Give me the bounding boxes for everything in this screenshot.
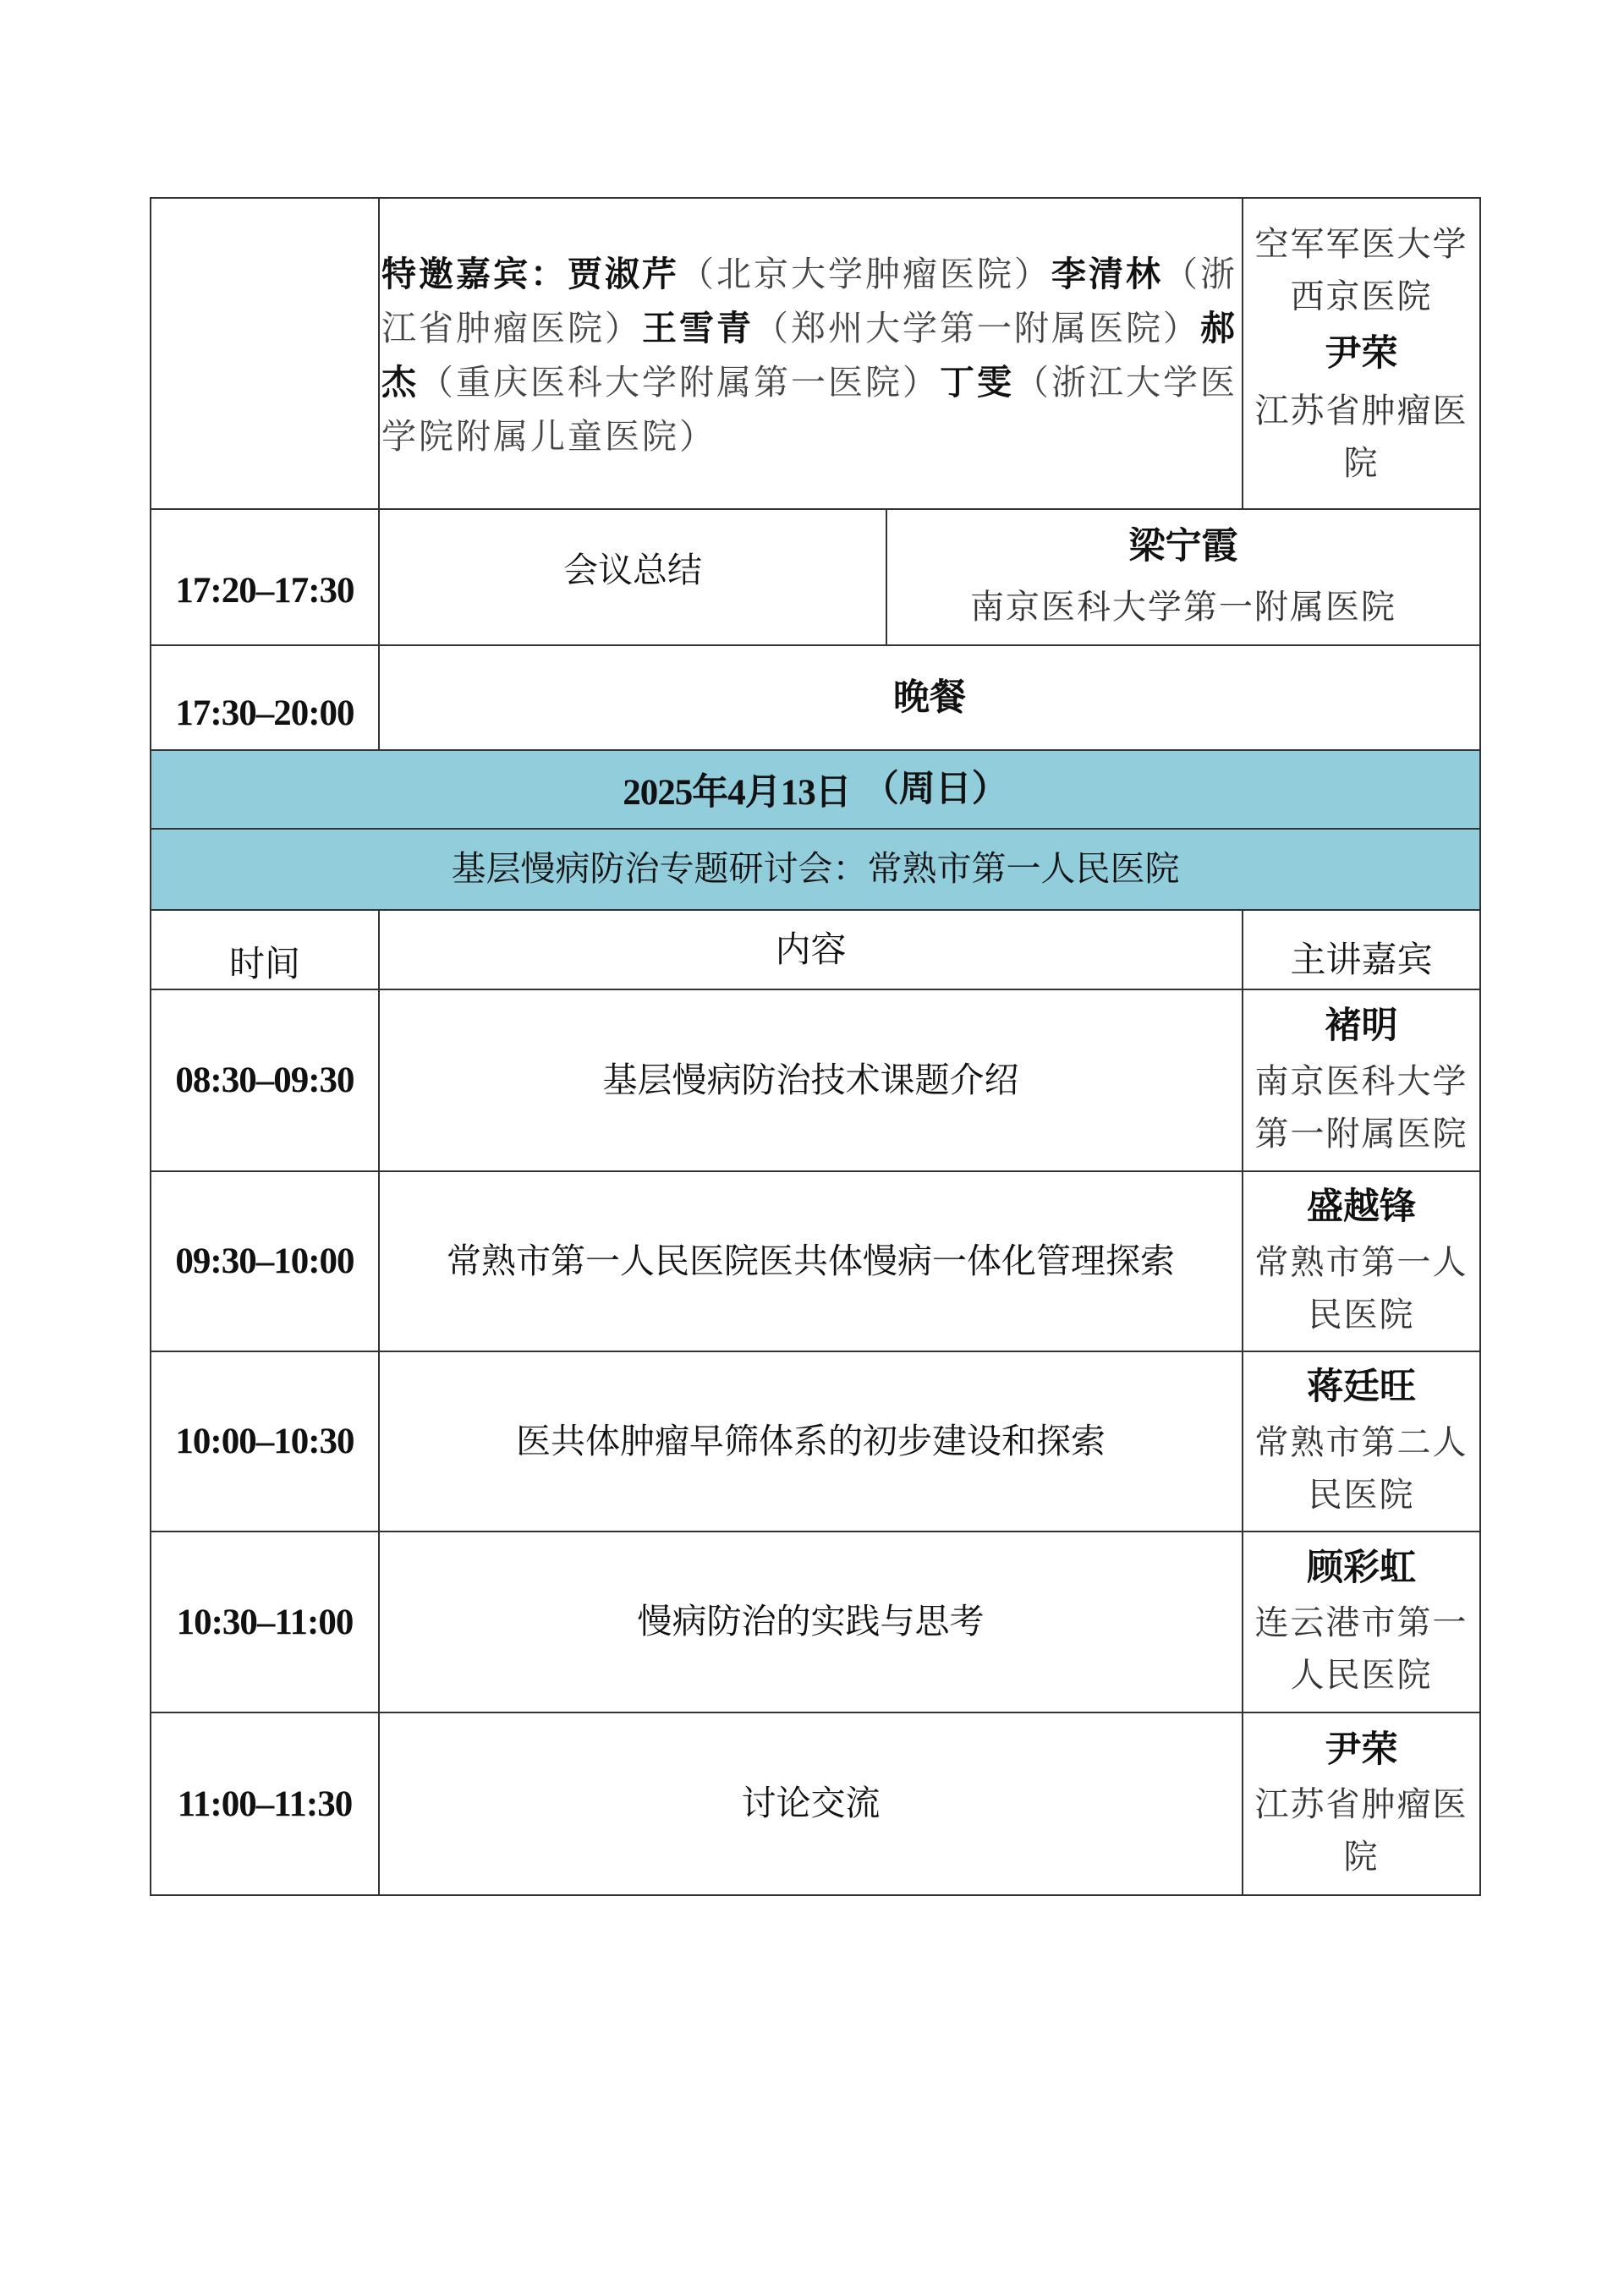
guest-affiliation: 浙江大学医学院附属儿童医院: [381, 362, 1237, 457]
guest-affiliation: 郑州大学第一附属医院: [791, 308, 1163, 348]
speaker-name: 顾彩虹: [1307, 1546, 1416, 1589]
guest-name: 丁雯: [940, 362, 1014, 403]
speaker-org-line: 民医院: [1308, 1475, 1415, 1515]
session-topic: 慢病防治的实践与思考: [637, 1601, 985, 1642]
speaker-org-line: 连云港市第一: [1254, 1603, 1468, 1643]
speaker-org-line: 南京医科大学: [1254, 1061, 1468, 1101]
session-topic: 医共体肿瘤早筛体系的初步建设和探索: [516, 1420, 1106, 1461]
session-time: 10:30–11:00: [176, 1602, 354, 1642]
column-header-content: 内容: [775, 929, 847, 970]
speaker-org-line: 常熟市第二人: [1254, 1422, 1468, 1462]
chair-org-line: 江苏省肿瘤医: [1254, 391, 1468, 430]
guest-affiliation: 北京大学肿瘤医院: [716, 254, 1014, 294]
session-topic: 基层慢病防治技术课题介绍: [602, 1059, 1019, 1100]
speaker-name: 褚明: [1325, 1005, 1398, 1048]
summary-speaker-org: 南京医科大学第一附属医院: [970, 587, 1396, 627]
guests-label: 特邀嘉宾：: [381, 254, 568, 294]
speaker-org-line: 人民医院: [1290, 1656, 1433, 1696]
speaker-org-line: 院: [1343, 1838, 1380, 1877]
session-speaker-cell: [1243, 1172, 1479, 1351]
chair-org-line: 院: [1343, 443, 1380, 483]
column-header-time: 时间: [228, 943, 300, 984]
chair-org-line: 西京医院: [1290, 277, 1433, 317]
speaker-name: 盛越锋: [1307, 1186, 1416, 1229]
guest-affiliation: 重庆医科大学附属第一医院: [456, 362, 903, 403]
dinner-content: 晚餐: [893, 676, 966, 719]
session-speaker-cell: [1243, 1713, 1479, 1894]
session-speaker-cell: [1243, 1532, 1479, 1712]
speaker-name: 尹荣: [1325, 1728, 1398, 1771]
table-border-top: [150, 197, 1481, 199]
day-header: [151, 751, 1479, 828]
summary-speaker-name: 梁宁霞: [1128, 525, 1238, 568]
speaker-org-line: 常熟市第一人: [1254, 1242, 1468, 1282]
session-speaker-cell: [1243, 990, 1479, 1170]
guest-name: 郝杰: [381, 308, 1237, 403]
session-title: 基层慢病防治专题研讨会：常熟市第一人民医院: [451, 848, 1180, 890]
speaker-org-line: 民医院: [1308, 1295, 1415, 1334]
special-guests-text: 特邀嘉宾：贾淑芹（北京大学肿瘤医院）李清林（浙江省肿瘤医院）王雪青（郑州大学第一附属医院）郝杰（重庆医科大学附属第一医院）丁雯（浙江大学医学院附属儿童医院）: [381, 254, 1237, 457]
dinner-time: 17:30–20:00: [175, 693, 354, 733]
day-weekday: （周日）: [862, 768, 1008, 811]
session-topic: 常熟市第一人民医院医共体慢病一体化管理探索: [447, 1240, 1175, 1281]
session-time: 10:00–10:30: [175, 1422, 354, 1461]
session-speaker-cell: [1243, 1352, 1479, 1531]
session-topic: 讨论交流: [741, 1783, 881, 1824]
table-border-right: [1479, 197, 1481, 1896]
summary-time: 17:20–17:30: [175, 571, 354, 611]
session-time: 08:30–09:30: [175, 1060, 354, 1100]
chair-name: 尹荣: [1325, 332, 1398, 375]
summary-speaker-cell: [887, 510, 1479, 644]
guest-name: 李清林: [1051, 254, 1163, 294]
guest-name: 贾淑芹: [568, 254, 679, 294]
guest-name: 王雪青: [642, 308, 754, 348]
summary-content: 会议总结: [563, 550, 702, 591]
chairs-cell: [1243, 200, 1479, 508]
table-border-bottom: [150, 1894, 1481, 1896]
session-time: 09:30–10:00: [175, 1241, 354, 1281]
speaker-org-line: 江苏省肿瘤医: [1254, 1785, 1468, 1825]
chair-org-line: 空军军医大学: [1254, 225, 1468, 265]
speaker-org-line: 第一附属医院: [1254, 1114, 1468, 1153]
session-time: 11:00–11:30: [177, 1784, 353, 1824]
speaker-name: 蒋廷旺: [1307, 1366, 1416, 1409]
column-header-speaker: 主讲嘉宾: [1290, 939, 1433, 980]
day-date: 2025年4月13日: [623, 773, 851, 813]
guest-affiliation: 浙江省肿瘤医院: [381, 254, 1237, 348]
